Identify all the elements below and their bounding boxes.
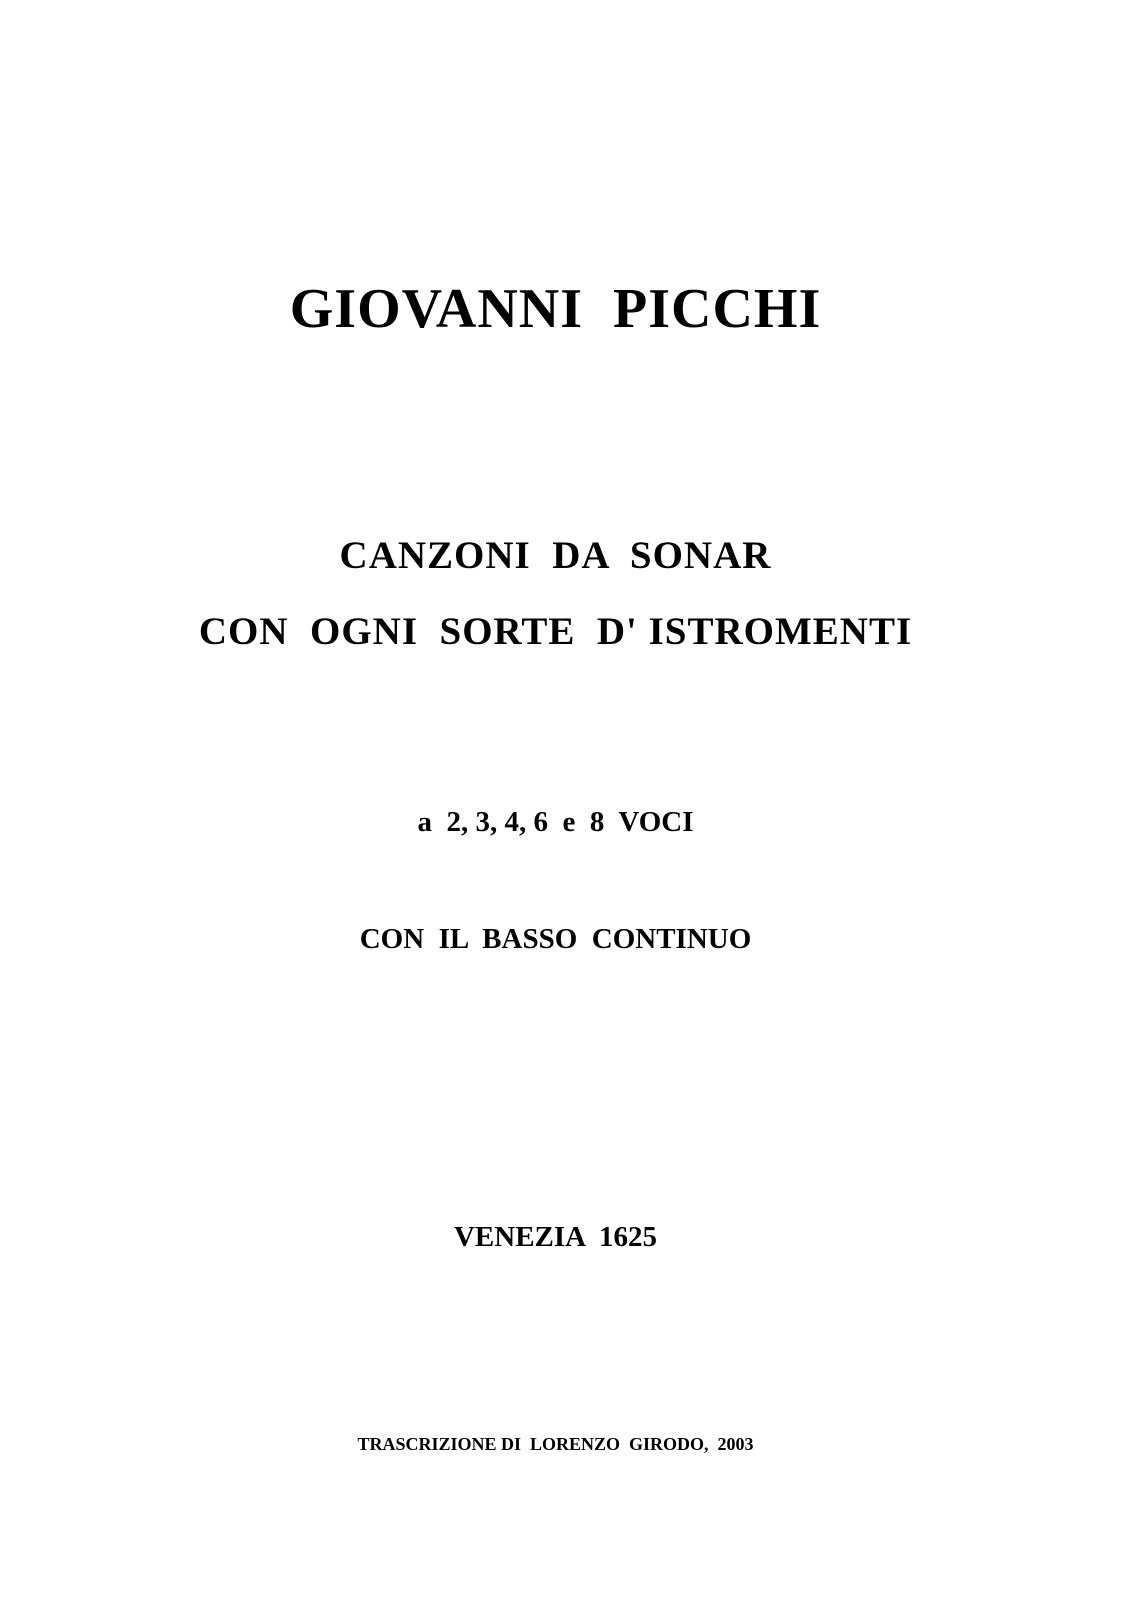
title-line-2: CON OGNI SORTE D' ISTROMENTI <box>198 610 913 653</box>
composer-name: GIOVANNI PICCHI <box>289 278 822 340</box>
title-line-1: CANZONI DA SONAR <box>339 534 772 577</box>
continuo-subtitle: CON IL BASSO CONTINUO <box>359 923 752 955</box>
voices-subtitle: a 2, 3, 4, 6 e 8 VOCI <box>417 806 694 838</box>
place-and-date: VENEZIA 1625 <box>453 1221 658 1253</box>
transcription-credit: TRASCRIZIONE DI LORENZO GIRODO, 2003 <box>357 1434 754 1454</box>
